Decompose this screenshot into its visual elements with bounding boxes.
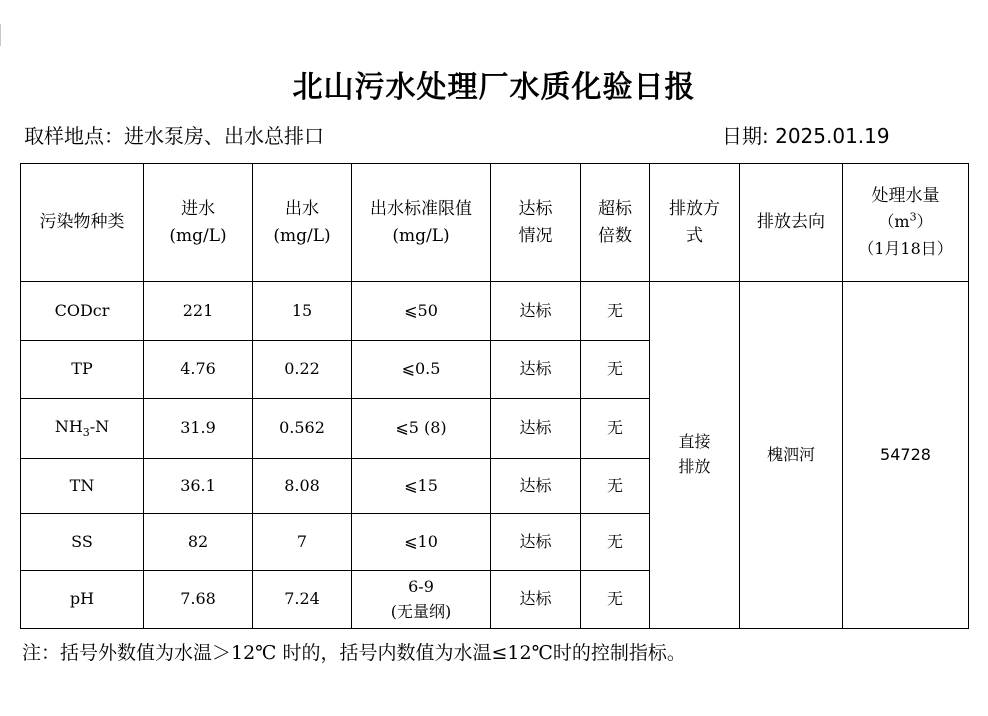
header-exceed-line1: 超标 — [598, 199, 632, 220]
exceed-value: 无 — [606, 531, 623, 551]
pollutant-cell — [21, 514, 144, 571]
inflow-cell — [144, 341, 253, 399]
header-inflow-unit: (mg/L) — [169, 225, 227, 246]
sample-location: 取样地点：进水泵房、出水总排口 — [24, 124, 324, 148]
header-method-line2: 式 — [686, 225, 703, 246]
outflow-cell — [253, 282, 352, 341]
exceed-cell — [581, 514, 650, 571]
header-destination — [740, 164, 843, 282]
header-method-line1: 排放方 — [669, 199, 720, 220]
status-value: 达标 — [519, 418, 552, 438]
volume-unit-base: （m — [878, 212, 910, 232]
header-status-line1: 达标 — [518, 199, 553, 220]
inflow-value: 31.9 — [180, 418, 216, 438]
header-pollutant-label: 污染物种类 — [39, 212, 125, 233]
outflow-cell — [253, 399, 352, 459]
outflow-value: 0.562 — [279, 418, 325, 438]
limit-cell — [352, 399, 491, 459]
pollutant-subscript: 3 — [82, 426, 90, 440]
status-cell — [491, 459, 581, 514]
header-destination-label: 排放去向 — [757, 212, 825, 233]
report-date: 日期: 2025.01.19 — [722, 124, 890, 148]
volume-unit-sup: 3 — [909, 211, 917, 225]
outflow-value: 0.22 — [284, 359, 320, 379]
exceed-value: 无 — [606, 589, 623, 609]
header-status — [491, 164, 581, 282]
status-value: 达标 — [519, 531, 552, 551]
volume-value: 54728 — [880, 444, 931, 464]
header-limit — [352, 164, 491, 282]
inflow-value: 221 — [182, 300, 214, 320]
header-volume-label: 处理水量 — [871, 185, 940, 206]
pollutant-name: TP — [71, 359, 93, 379]
method-line2: 排放 — [678, 457, 711, 476]
inflow-cell — [144, 514, 253, 571]
outflow-cell — [253, 514, 352, 571]
outflow-value: 7 — [296, 531, 308, 551]
header-status-line2: 情况 — [518, 225, 553, 246]
pollutant-cell — [21, 341, 144, 399]
limit-unit-note: (无量纲) — [390, 601, 452, 621]
status-cell — [491, 282, 581, 341]
pollutant-cell — [21, 459, 144, 514]
inflow-cell — [144, 282, 253, 341]
limit-value: ⩽10 — [404, 531, 438, 551]
inflow-cell — [144, 571, 253, 629]
status-value: 达标 — [519, 589, 552, 609]
header-volume-unit — [878, 212, 932, 231]
exceed-value: 无 — [606, 418, 623, 438]
header-outflow-label: 出水 — [285, 199, 319, 220]
outflow-value: 8.08 — [284, 475, 320, 495]
method-cell — [650, 282, 740, 629]
header-inflow-label: 进水 — [181, 199, 215, 220]
exceed-value: 无 — [606, 359, 623, 379]
outflow-cell — [253, 341, 352, 399]
inflow-value: 7.68 — [180, 589, 216, 609]
water-quality-table — [20, 163, 969, 629]
exceed-cell — [581, 571, 650, 629]
pollutant-suffix: -N — [89, 417, 110, 437]
page-title: 北山污水处理厂水质化验日报 — [292, 70, 696, 105]
header-limit-unit: (mg/L) — [392, 225, 450, 246]
header-row — [21, 164, 969, 282]
limit-cell — [352, 341, 491, 399]
status-cell — [491, 514, 581, 571]
exceed-cell — [581, 341, 650, 399]
corner-mark — [0, 24, 1, 46]
status-cell — [491, 341, 581, 399]
exceed-value: 无 — [606, 475, 623, 495]
status-value: 达标 — [519, 359, 552, 379]
header-method — [650, 164, 740, 282]
outflow-cell — [253, 571, 352, 629]
limit-value: ⩽15 — [404, 475, 438, 495]
inflow-value: 36.1 — [180, 475, 216, 495]
pollutant-name: NH — [54, 417, 83, 437]
limit-cell — [352, 514, 491, 571]
volume-unit-close: ） — [916, 212, 933, 232]
limit-cell — [352, 459, 491, 514]
limit-cell — [352, 282, 491, 341]
header-volume — [843, 164, 969, 282]
volume-cell — [843, 282, 969, 629]
pollutant-name: CODcr — [54, 300, 110, 320]
header-exceed-line2: 倍数 — [598, 225, 632, 246]
status-value: 达标 — [519, 475, 552, 495]
pollutant-cell — [21, 571, 144, 629]
header-outflow-unit: (mg/L) — [273, 225, 331, 246]
outflow-value: 7.24 — [284, 589, 320, 609]
exceed-cell — [581, 399, 650, 459]
outflow-value: 15 — [291, 300, 313, 320]
status-value: 达标 — [519, 300, 552, 320]
header-volume-date: （1月18日） — [858, 238, 953, 258]
limit-value: ⩽5 (8) — [395, 418, 447, 438]
inflow-cell — [144, 399, 253, 459]
exceed-cell — [581, 459, 650, 514]
inflow-cell — [144, 459, 253, 514]
exceed-value: 无 — [606, 300, 623, 320]
pollutant-name: SS — [71, 531, 93, 551]
limit-value: ⩽0.5 — [401, 359, 441, 379]
inflow-value: 4.76 — [180, 359, 216, 379]
header-exceed — [581, 164, 650, 282]
exceed-cell — [581, 282, 650, 341]
limit-value: 6-9 — [408, 576, 434, 596]
pollutant-cell — [21, 282, 144, 341]
method-line1: 直接 — [678, 432, 711, 452]
status-cell — [491, 399, 581, 459]
header-inflow — [144, 164, 253, 282]
header-pollutant — [21, 164, 144, 282]
table-row — [21, 282, 969, 341]
limit-cell — [352, 571, 491, 629]
pollutant-name: TN — [69, 475, 95, 495]
header-limit-label: 出水标准限值 — [370, 199, 472, 220]
pollutant-cell — [21, 399, 144, 459]
destination-cell — [740, 282, 843, 629]
inflow-value: 82 — [187, 531, 209, 551]
status-cell — [491, 571, 581, 629]
limit-value: ⩽50 — [404, 300, 438, 320]
destination-value: 槐泗河 — [766, 444, 815, 464]
outflow-cell — [253, 459, 352, 514]
pollutant-name: pH — [69, 589, 95, 609]
footnote: 注：括号外数值为水温＞12℃ 时的，括号内数值为水温≤12℃时的控制指标。 — [22, 642, 686, 664]
header-outflow — [253, 164, 352, 282]
